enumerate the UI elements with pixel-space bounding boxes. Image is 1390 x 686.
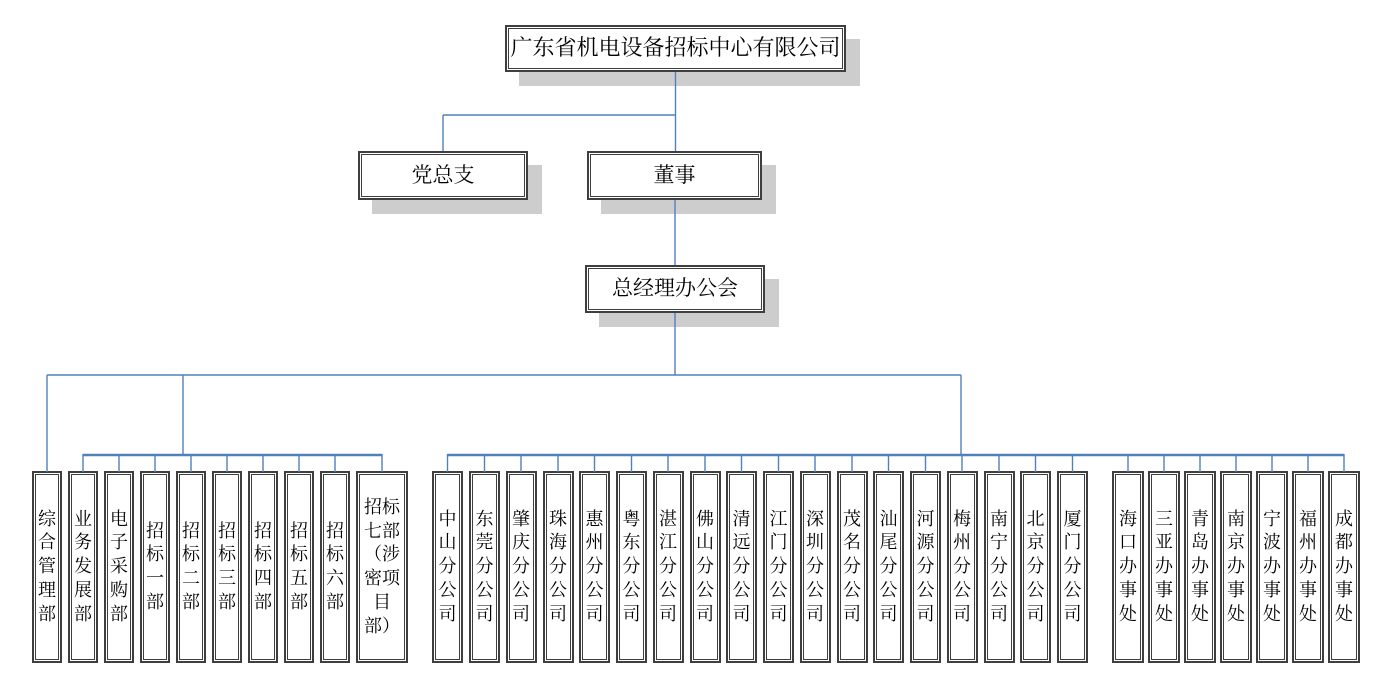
branch-company-box-label: 江门分公司 (769, 508, 788, 624)
branch-company-box (690, 471, 721, 663)
branch-company-box-frame (1023, 474, 1048, 660)
office-box-frame (1187, 474, 1213, 660)
branch-company-box-frame (876, 474, 901, 660)
office-box-frame (1331, 474, 1357, 660)
department-box-frame (215, 474, 239, 660)
branch-company-box-label: 肇庆分公司 (512, 508, 530, 624)
branch-company-box-label: 粤东分公司 (622, 508, 641, 624)
office-box (1220, 471, 1252, 663)
department-box (140, 471, 170, 663)
department-box-frame (359, 474, 405, 660)
branch-company-box (837, 471, 868, 663)
branch-company-box-label: 佛山分公司 (696, 508, 714, 624)
department-box (248, 471, 278, 663)
department-box (32, 471, 62, 663)
org-node-board-label: 董事 (653, 162, 696, 187)
office-box-label: 福州办事处 (1299, 508, 1317, 624)
branch-company-box-frame (840, 474, 865, 660)
branch-company-box-label: 中山分公司 (438, 508, 457, 624)
branch-company-box-frame (509, 474, 534, 660)
office-box-frame (1223, 474, 1249, 660)
department-box-label: 招标一部 (146, 520, 164, 612)
branch-company-box-frame (693, 474, 718, 660)
department-box (104, 471, 134, 663)
office-box-label: 南京办事处 (1227, 508, 1245, 624)
office-box (1328, 471, 1360, 663)
branch-company-box-label: 梅州分公司 (953, 508, 971, 624)
department-box-label: 招标六部 (326, 520, 344, 612)
department-box-label: 招标三部 (218, 520, 236, 612)
branch-company-box-label: 厦门分公司 (1063, 508, 1082, 624)
org-node-gm-office (585, 265, 765, 313)
department-box (356, 471, 408, 663)
branch-company-box-label: 珠海分公司 (549, 508, 567, 624)
office-box-label: 成都办事处 (1335, 508, 1353, 624)
branch-company-box-frame (472, 474, 497, 660)
branch-company-box-label: 东莞分公司 (475, 508, 494, 624)
office-box-frame (1295, 474, 1321, 660)
office-box (1112, 471, 1144, 663)
branch-company-box (800, 471, 831, 663)
org-node-gm-office-frame (588, 268, 762, 310)
department-box (284, 471, 314, 663)
department-box-frame (179, 474, 203, 660)
branch-company-box-label: 北京分公司 (1026, 508, 1045, 624)
department-box-label: 招标二部 (182, 520, 200, 612)
department-box-label: 招标七部（涉密项目部） (364, 496, 400, 636)
department-box-frame (287, 474, 311, 660)
department-box-frame (143, 474, 167, 660)
department-box-frame (251, 474, 275, 660)
branch-company-box-frame (1060, 474, 1085, 660)
branch-company-box-frame (656, 474, 681, 660)
department-box-frame (323, 474, 347, 660)
office-box (1184, 471, 1216, 663)
branch-company-box (469, 471, 500, 663)
branch-company-box (506, 471, 537, 663)
department-box (68, 471, 98, 663)
department-box-label: 电子采购部 (110, 508, 128, 624)
branch-company-box-frame (913, 474, 938, 660)
branch-company-box-frame (950, 474, 975, 660)
branch-company-box-label: 深圳分公司 (806, 508, 824, 624)
office-box-label: 青岛办事处 (1191, 508, 1209, 624)
branch-company-box-frame (582, 474, 607, 660)
department-box-frame (35, 474, 59, 660)
department-box-label: 业务发展部 (74, 508, 92, 624)
branch-company-box (579, 471, 610, 663)
org-node-company-frame (508, 28, 843, 69)
branch-company-box (653, 471, 684, 663)
branch-company-box-label: 南宁分公司 (990, 508, 1008, 624)
department-box-frame (107, 474, 131, 660)
branch-company-box (543, 471, 574, 663)
branch-company-box (873, 471, 904, 663)
branch-company-box-label: 茂名分公司 (843, 508, 861, 624)
branch-company-box-label: 湛江分公司 (659, 508, 677, 624)
branch-company-box-frame (546, 474, 571, 660)
branch-company-box (432, 471, 463, 663)
org-node-party-branch-frame (361, 154, 525, 197)
branch-company-box-frame (435, 474, 460, 660)
office-box-label: 宁波办事处 (1263, 508, 1281, 624)
branch-company-box (763, 471, 794, 663)
department-box (176, 471, 206, 663)
branch-company-box (616, 471, 647, 663)
department-box-label: 招标四部 (254, 520, 272, 612)
org-node-board (587, 151, 762, 200)
branch-company-box-label: 汕尾分公司 (879, 508, 898, 624)
org-node-party-branch (358, 151, 528, 200)
branch-company-box-frame (987, 474, 1012, 660)
department-box (212, 471, 242, 663)
org-node-company-label: 广东省机电设备招标中心有限公司 (510, 35, 841, 61)
branch-company-box-label: 惠州分公司 (585, 508, 604, 624)
office-box (1148, 471, 1180, 663)
branch-company-box-label: 清远分公司 (732, 508, 751, 624)
branch-company-box (1020, 471, 1051, 663)
department-box-label: 招标五部 (290, 520, 308, 612)
department-box-label: 综合管理部 (38, 508, 56, 624)
office-box-frame (1151, 474, 1177, 660)
branch-company-box (947, 471, 978, 663)
department-box-frame (71, 474, 95, 660)
office-box-label: 海口办事处 (1119, 508, 1137, 624)
office-box (1292, 471, 1324, 663)
branch-company-box-label: 河源分公司 (916, 508, 935, 624)
office-box (1256, 471, 1288, 663)
branch-company-box (1057, 471, 1088, 663)
branch-company-box-frame (729, 474, 754, 660)
branch-company-box (984, 471, 1015, 663)
org-node-gm-office-label: 总经理办公会 (612, 276, 738, 301)
department-box (320, 471, 350, 663)
branch-company-box (726, 471, 757, 663)
branch-company-box-frame (619, 474, 644, 660)
office-box-frame (1259, 474, 1285, 660)
org-node-party-branch-label: 党总支 (411, 162, 475, 187)
org-node-company (505, 25, 846, 72)
branch-company-box (910, 471, 941, 663)
branch-company-box-frame (766, 474, 791, 660)
org-node-board-frame (590, 154, 759, 197)
office-box-label: 三亚办事处 (1155, 508, 1173, 624)
branch-company-box-frame (803, 474, 828, 660)
office-box-frame (1115, 474, 1141, 660)
